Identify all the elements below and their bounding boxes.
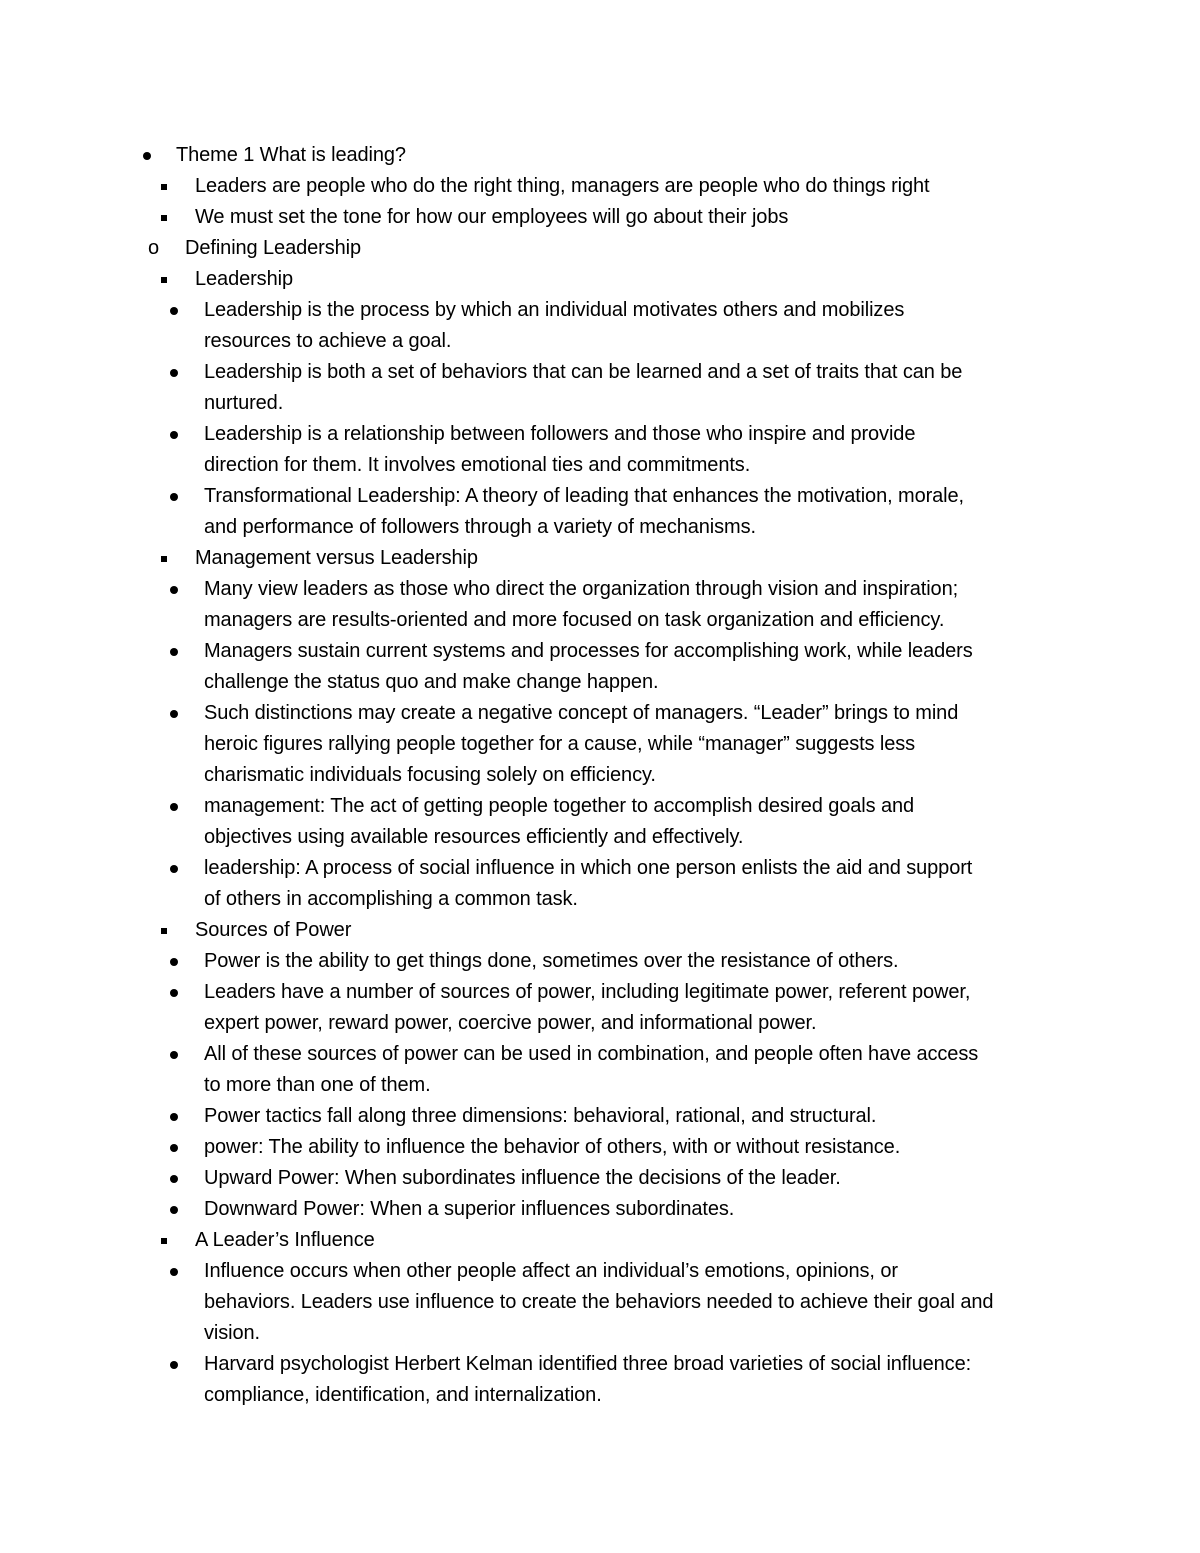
bullet-point-line: expert power, reward power, coercive power, and informational power. xyxy=(204,1012,817,1034)
bullet-point-line: behaviors. Leaders use influence to create the behaviors needed to achieve their goal and xyxy=(204,1291,994,1313)
bullet-dot-icon xyxy=(170,1113,178,1121)
bullet-square-icon xyxy=(161,556,167,562)
bullet-point-line: compliance, identification, and internalization. xyxy=(204,1384,602,1406)
bullet-point-line: Leaders have a number of sources of power, including legitimate power, referent power, xyxy=(204,981,971,1003)
bullet-point-line: Many view leaders as those who direct the organization through vision and inspiration; xyxy=(204,578,959,600)
bullet-dot-icon xyxy=(170,1144,178,1152)
bullet-dot-icon xyxy=(170,989,178,997)
bullet-point-line: management: The act of getting people together to accomplish desired goals and xyxy=(204,795,915,817)
bullet-point-line: nurtured. xyxy=(204,392,284,414)
bullet-point-line: Power is the ability to get things done, sometimes over the resistance of others. xyxy=(204,950,899,972)
bullet-point-line: objectives using available resources efficiently and effectively. xyxy=(204,826,744,848)
section-title: Defining Leadership xyxy=(185,237,362,259)
bullet-point-line: Leadership is the process by which an individual motivates others and mobilizes xyxy=(204,299,905,321)
bullet-dot-icon xyxy=(170,958,178,966)
bullet-point-line: Harvard psychologist Herbert Kelman identified three broad varieties of social influence: xyxy=(204,1353,972,1375)
leadership-heading: Leadership xyxy=(195,268,293,290)
bullet-point-line: Leadership is both a set of behaviors that can be learned and a set of traits that can be xyxy=(204,361,963,383)
bullet-point-line: Transformational Leadership: A theory of leading that enhances the motivation, morale, xyxy=(204,485,965,507)
bullet-point-line: challenge the status quo and make change happen. xyxy=(204,671,659,693)
bullet-point-line: Upward Power: When subordinates influence the decisions of the leader. xyxy=(204,1167,841,1189)
bullet-dot-icon xyxy=(170,307,178,315)
bullet-point-line: leadership: A process of social influence in which one person enlists the aid and support xyxy=(204,857,973,879)
bullet-point-line: power: The ability to influence the behavior of others, with or without resistance. xyxy=(204,1136,901,1158)
bullet-point-line: of others in accomplishing a common task. xyxy=(204,888,578,910)
bullet-dot-icon xyxy=(170,1206,178,1214)
bullet-point-line: Downward Power: When a superior influences subordinates. xyxy=(204,1198,735,1220)
bullet-square-icon xyxy=(161,1238,167,1244)
bullet-dot-icon xyxy=(170,710,178,718)
management-heading: Management versus Leadership xyxy=(195,547,478,569)
bullet-dot-icon xyxy=(170,1175,178,1183)
bullet-point-line: Managers sustain current systems and processes for accomplishing work, while leaders xyxy=(204,640,973,662)
bullet-point-line: Such distinctions may create a negative concept of managers. “Leader” brings to mind xyxy=(204,702,959,724)
bullet-point-line: Influence occurs when other people affect an individual’s emotions, opinions, or xyxy=(204,1260,898,1282)
bullet-dot-icon xyxy=(143,152,151,160)
bullet-point-line: vision. xyxy=(204,1322,260,1344)
bullet-dot-icon xyxy=(170,1361,178,1369)
intro-item: We must set the tone for how our employees will go about their jobs xyxy=(195,206,789,228)
bullet-point-line: and performance of followers through a variety of mechanisms. xyxy=(204,516,756,538)
bullet-point-line: Power tactics fall along three dimensions: behavioral, rational, and structural. xyxy=(204,1105,877,1127)
bullet-circle-icon: o xyxy=(148,237,160,259)
bullet-dot-icon xyxy=(170,1268,178,1276)
bullet-point-line: charismatic individuals focusing solely on efficiency. xyxy=(204,764,656,786)
bullet-square-icon xyxy=(161,277,167,283)
bullet-dot-icon xyxy=(170,865,178,873)
bullet-point-line: resources to achieve a goal. xyxy=(204,330,452,352)
bullet-point-line: heroic figures rallying people together for a cause, while “manager” suggests less xyxy=(204,733,916,755)
bullet-square-icon xyxy=(161,215,167,221)
bullet-dot-icon xyxy=(170,431,178,439)
bullet-dot-icon xyxy=(170,803,178,811)
bullet-square-icon xyxy=(161,928,167,934)
bullet-dot-icon xyxy=(170,493,178,501)
bullet-dot-icon xyxy=(170,586,178,594)
bullet-square-icon xyxy=(161,184,167,190)
bullet-point-line: All of these sources of power can be used in combination, and people often have access xyxy=(204,1043,979,1065)
influence-heading: A Leader’s Influence xyxy=(195,1229,375,1251)
bullet-dot-icon xyxy=(170,1051,178,1059)
bullet-point-line: Leadership is a relationship between followers and those who inspire and provide xyxy=(204,423,916,445)
bullet-dot-icon xyxy=(170,369,178,377)
power-heading: Sources of Power xyxy=(195,919,352,941)
bullet-point-line: managers are results-oriented and more focused on task organization and efficiency. xyxy=(204,609,945,631)
intro-item: Leaders are people who do the right thing, managers are people who do things right xyxy=(195,175,930,197)
theme-title: Theme 1 What is leading? xyxy=(176,144,406,166)
bullet-point-line: direction for them. It involves emotional ties and commitments. xyxy=(204,454,751,476)
bullet-dot-icon xyxy=(170,648,178,656)
bullet-point-line: to more than one of them. xyxy=(204,1074,431,1096)
